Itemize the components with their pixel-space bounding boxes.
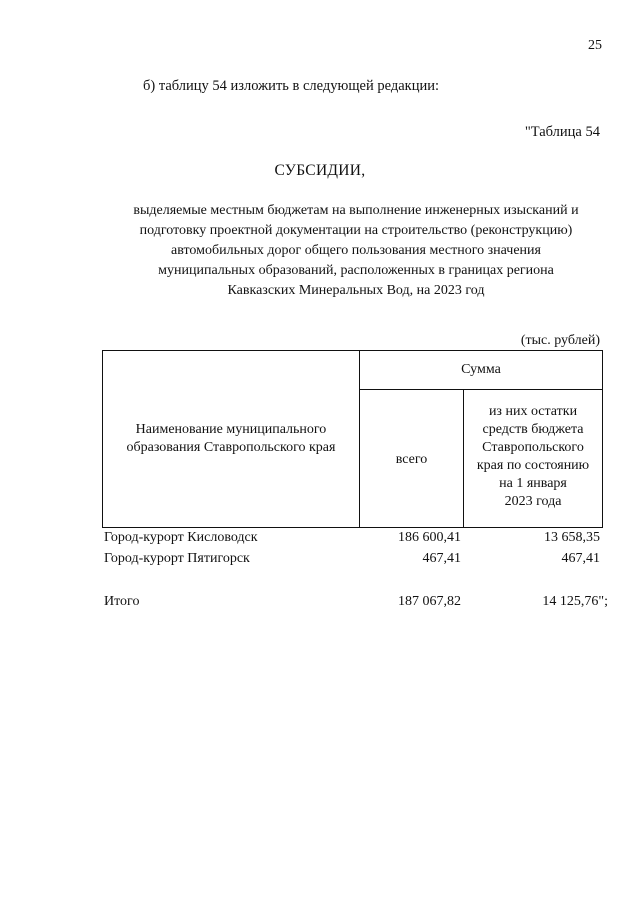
header-remainder-line: 2023 года — [504, 494, 562, 509]
header-remainder-line: Ставропольского — [482, 440, 584, 455]
table-divider-sum — [359, 389, 603, 390]
subtitle-line: автомобильных дорог общего пользования местного значения — [171, 243, 541, 258]
table-border-top — [102, 350, 603, 351]
header-remainder-line: края по состоянию — [476, 458, 590, 473]
row-remainder: 13 658,35 — [544, 530, 600, 545]
header-total: всего — [395, 452, 428, 467]
total-row-remainder: 14 125,76"; — [542, 594, 608, 609]
subtitle-line: Кавказских Минеральных Вод, на 2023 год — [227, 283, 485, 298]
intro-text: б) таблицу 54 изложить в следующей редакции: — [143, 78, 440, 94]
table-border-right — [602, 350, 603, 528]
subtitle-line: муниципальных образований, расположенных в границах региона — [158, 263, 554, 278]
row-total: 467,41 — [422, 551, 461, 566]
row-name: Город-курорт Пятигорск — [104, 551, 250, 566]
header-name-line: образования Ставропольского края — [126, 440, 336, 455]
header-remainder-line: из них остатки — [488, 404, 578, 419]
header-name-line: Наименование муниципального — [135, 422, 327, 437]
table-border-header-bottom — [102, 527, 603, 528]
document-subtitle — [100, 201, 612, 301]
header-sum: Сумма — [461, 362, 501, 377]
header-remainder-line: на 1 января — [499, 476, 567, 491]
row-remainder: 467,41 — [561, 551, 600, 566]
subtitle-line: подготовку проектной документации на строительство (реконструкцию) — [139, 223, 573, 238]
document-title: СУБСИДИИ, — [274, 162, 366, 179]
total-row-name: Итого — [104, 594, 140, 609]
row-total: 186 600,41 — [398, 530, 461, 545]
table-reference: "Таблица 54 — [524, 124, 600, 140]
header-remainder — [464, 403, 602, 511]
page-number: 25 — [588, 38, 602, 53]
header-remainder-line: средств бюджета — [482, 422, 584, 437]
total-row-total: 187 067,82 — [398, 594, 461, 609]
row-name: Город-курорт Кисловодск — [104, 530, 258, 545]
header-name — [103, 421, 359, 457]
subtitle-line: выделяемые местным бюджетам на выполнение инженерных изысканий и — [133, 203, 579, 218]
units-label: (тыс. рублей) — [520, 333, 600, 348]
